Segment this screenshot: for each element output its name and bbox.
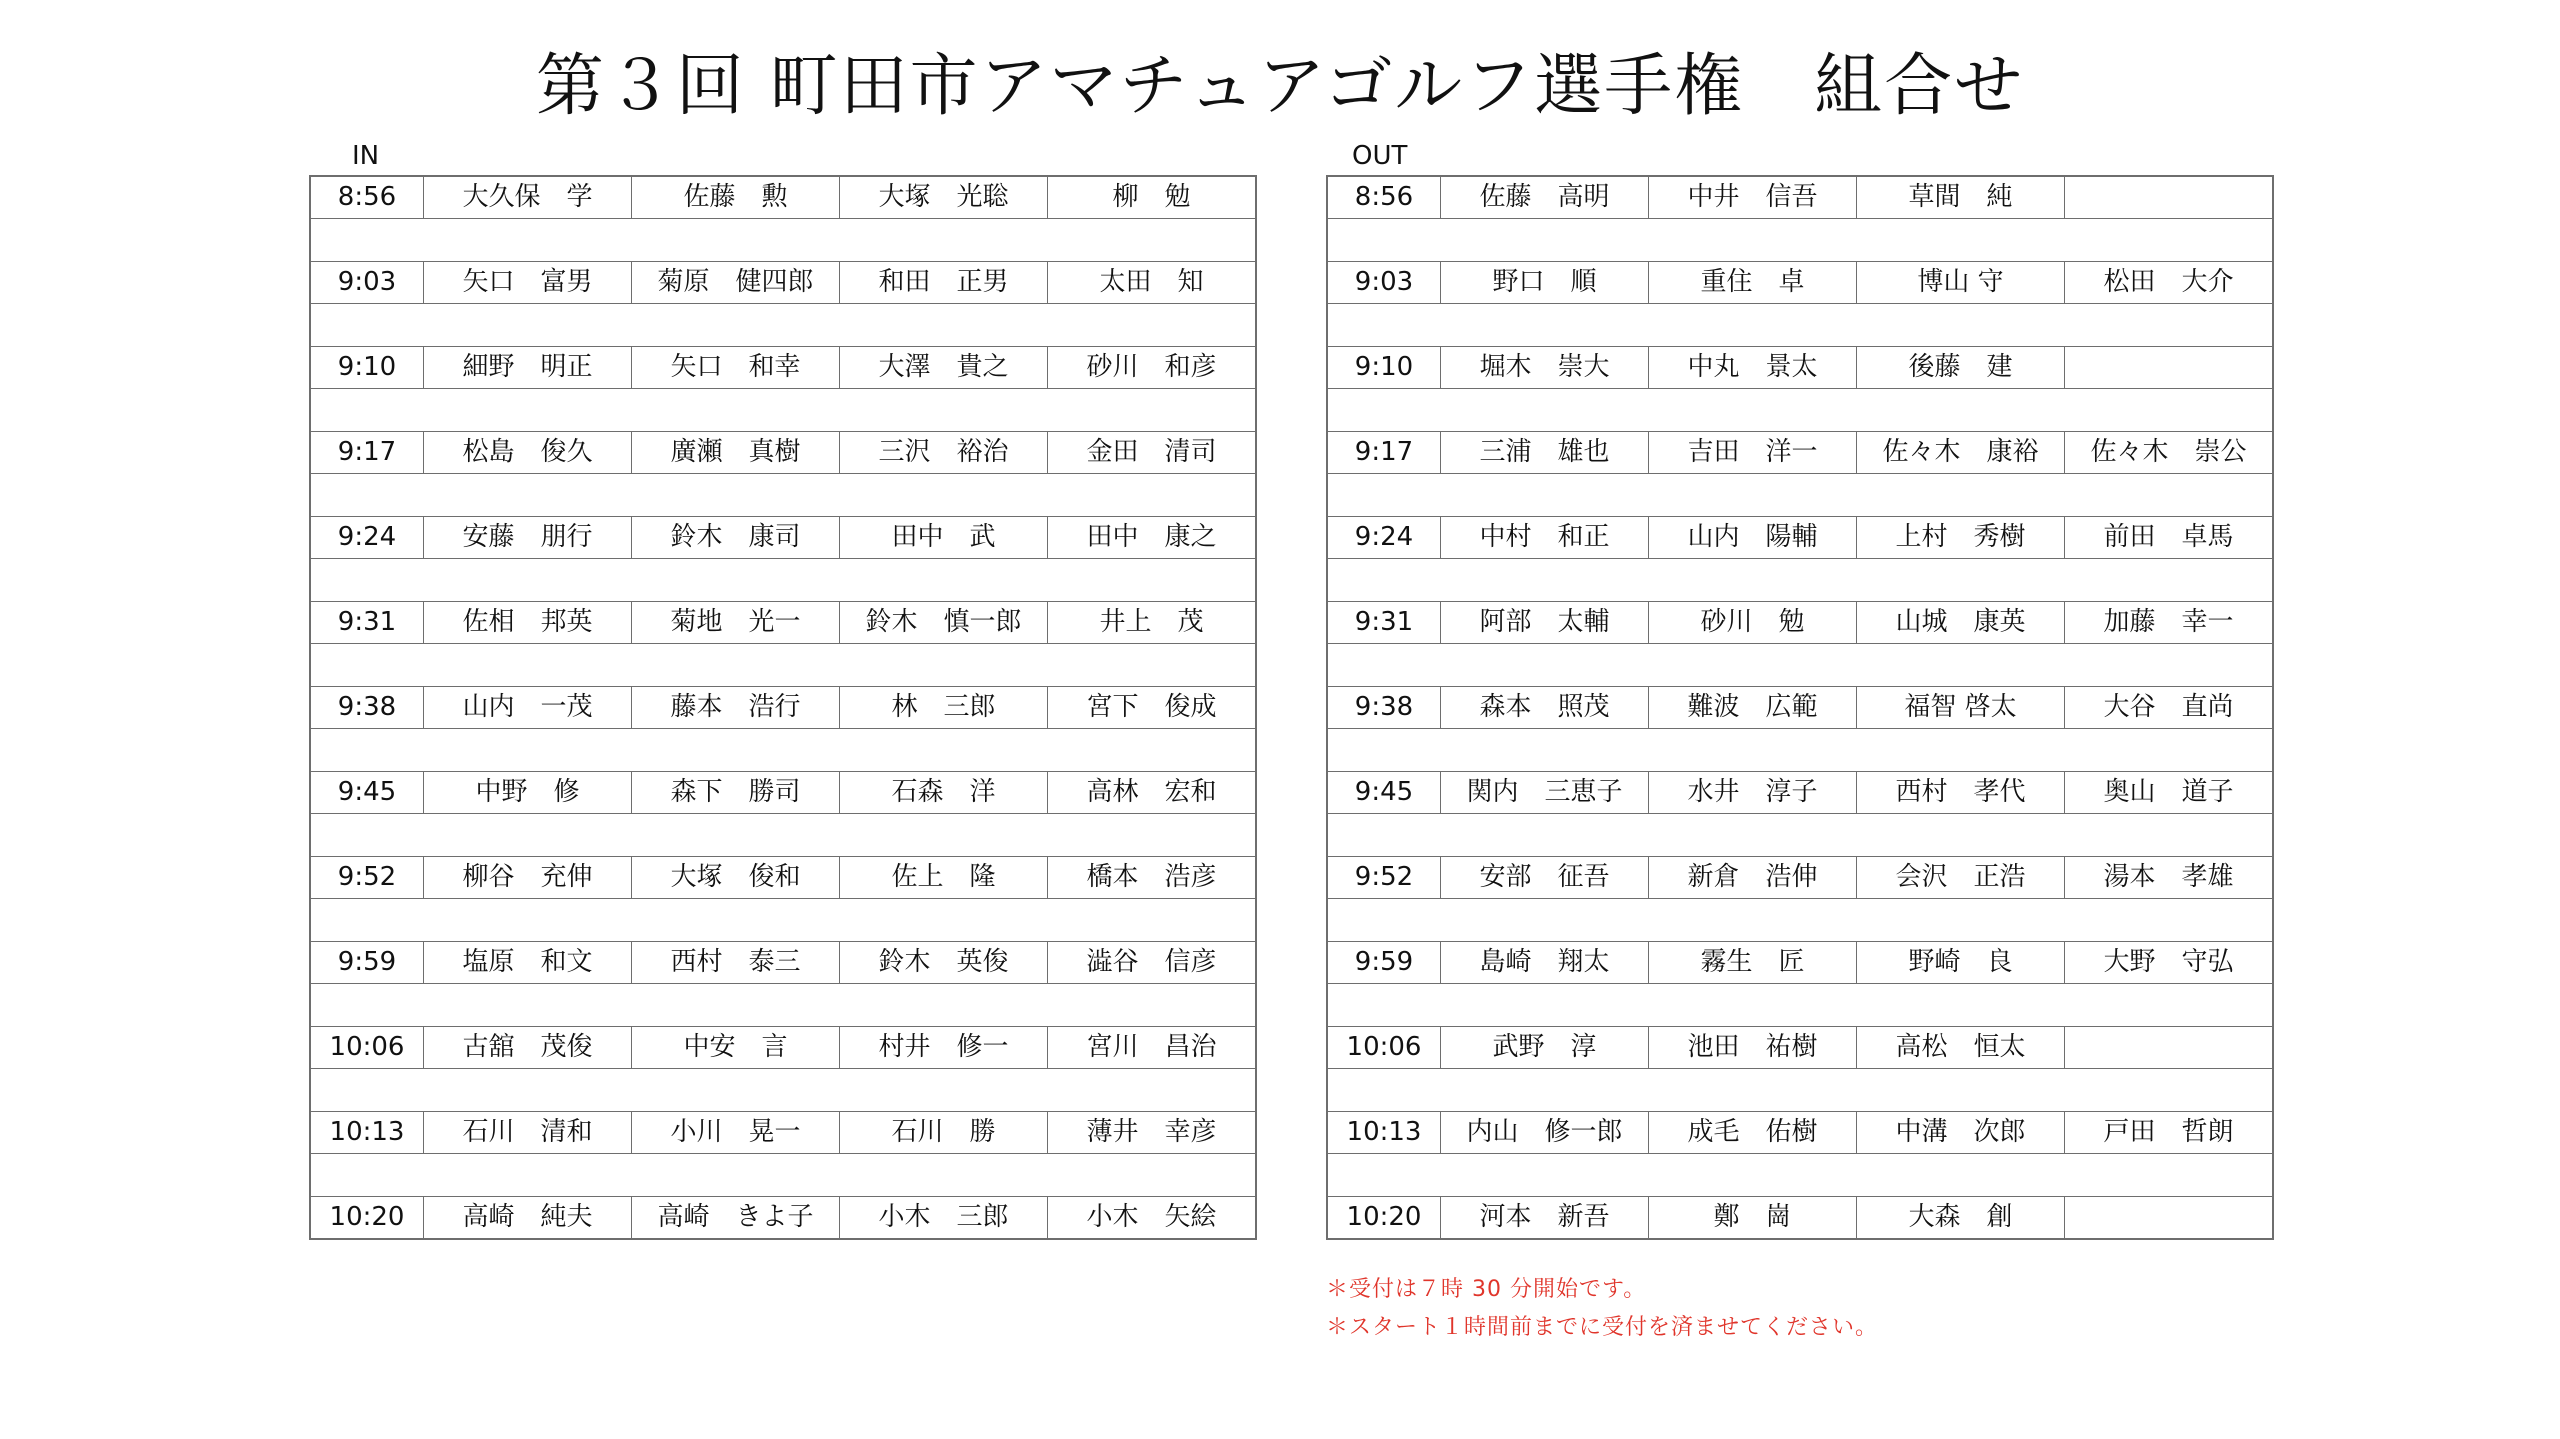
tee-time-cell: 9:31 [1327, 602, 1441, 644]
player-cell: 石川 清和 [424, 1112, 632, 1154]
tee-time-cell: 9:38 [1327, 687, 1441, 729]
spacer-cell [310, 219, 1256, 262]
spacer-cell [310, 304, 1256, 347]
player-cell: 佐藤 高明 [1441, 176, 1649, 219]
player-cell: 村井 修一 [840, 1027, 1048, 1069]
player-cell: 井上 茂 [1048, 602, 1257, 644]
spacer-row [310, 219, 1256, 262]
tee-time-row [310, 857, 1256, 899]
player-cell: 松田 大介 [2065, 262, 2274, 304]
player-cell: 大野 守弘 [2065, 942, 2274, 984]
spacer-cell [310, 814, 1256, 857]
player-cell: 菊原 健四郎 [632, 262, 840, 304]
player-cell [2065, 1027, 2274, 1069]
player-cell: 大塚 光聡 [840, 176, 1048, 219]
tee-time-cell: 10:13 [310, 1112, 424, 1154]
player-cell: 大塚 俊和 [632, 857, 840, 899]
tee-time-row [1327, 262, 2273, 304]
spacer-row [1327, 1154, 2273, 1197]
spacer-cell [310, 984, 1256, 1027]
tee-time-row [1327, 942, 2273, 984]
tee-time-row [1327, 1197, 2273, 1240]
tee-time-cell: 10:06 [1327, 1027, 1441, 1069]
player-cell [2065, 1197, 2274, 1240]
tee-time-cell: 9:45 [1327, 772, 1441, 814]
player-cell: 霧生 匠 [1649, 942, 1857, 984]
player-cell: 田中 武 [840, 517, 1048, 559]
player-cell: 吉田 洋一 [1649, 432, 1857, 474]
tee-time-cell: 8:56 [310, 176, 424, 219]
player-cell: 博山 守 [1857, 262, 2065, 304]
player-cell: 内山 修一郎 [1441, 1112, 1649, 1154]
spacer-cell [1327, 474, 2273, 517]
player-cell: 湯本 孝雄 [2065, 857, 2274, 899]
spacer-row [310, 984, 1256, 1027]
spacer-row [1327, 899, 2273, 942]
tee-time-cell: 9:24 [310, 517, 424, 559]
player-cell: 山城 康英 [1857, 602, 2065, 644]
player-cell: 石森 洋 [840, 772, 1048, 814]
spacer-cell [310, 899, 1256, 942]
player-cell: 難波 広範 [1649, 687, 1857, 729]
tee-time-cell: 9:59 [310, 942, 424, 984]
tee-time-row [310, 432, 1256, 474]
player-cell: 鈴木 康司 [632, 517, 840, 559]
checkin-deadline-note: ＊スタート１時間前までに受付を済ませてください。 [1326, 1315, 1879, 1340]
player-cell: 宮川 昌治 [1048, 1027, 1257, 1069]
player-cell: 安藤 朋行 [424, 517, 632, 559]
player-cell: 西村 泰三 [632, 942, 840, 984]
tee-time-cell: 9:45 [310, 772, 424, 814]
spacer-row [310, 559, 1256, 602]
player-cell: 金田 清司 [1048, 432, 1257, 474]
tee-time-cell: 10:20 [1327, 1197, 1441, 1240]
spacer-cell [310, 474, 1256, 517]
tee-time-cell: 9:03 [310, 262, 424, 304]
player-cell: 新倉 浩伸 [1649, 857, 1857, 899]
player-cell: 中井 信吾 [1649, 176, 1857, 219]
tee-time-cell: 9:17 [1327, 432, 1441, 474]
player-cell: 中丸 景太 [1649, 347, 1857, 389]
player-cell: 柳谷 充伸 [424, 857, 632, 899]
player-cell: 安部 征吾 [1441, 857, 1649, 899]
player-cell: 山内 陽輔 [1649, 517, 1857, 559]
player-cell [2065, 176, 2274, 219]
tee-time-row [310, 1112, 1256, 1154]
page-title: 第３回 町田市アマチュアゴルフ選手権 組合せ [535, 47, 2025, 126]
player-cell: 小川 晃一 [632, 1112, 840, 1154]
spacer-row [310, 814, 1256, 857]
spacer-cell [310, 1154, 1256, 1197]
player-cell: 橋本 浩彦 [1048, 857, 1257, 899]
player-cell: 大森 創 [1857, 1197, 2065, 1240]
player-cell: 大谷 直尚 [2065, 687, 2274, 729]
tee-time-row [310, 1197, 1256, 1240]
player-cell: 野崎 良 [1857, 942, 2065, 984]
tee-time-row [310, 347, 1256, 389]
spacer-row [1327, 644, 2273, 687]
player-cell: 砂川 勉 [1649, 602, 1857, 644]
spacer-cell [310, 559, 1256, 602]
spacer-cell [1327, 984, 2273, 1027]
tee-time-cell: 9:38 [310, 687, 424, 729]
player-cell: 矢口 和幸 [632, 347, 840, 389]
player-cell: 佐々木 康裕 [1857, 432, 2065, 474]
tee-time-cell: 9:59 [1327, 942, 1441, 984]
spacer-cell [310, 389, 1256, 432]
spacer-cell [1327, 219, 2273, 262]
spacer-cell [310, 644, 1256, 687]
spacer-row [310, 1069, 1256, 1112]
player-cell: 森本 照茂 [1441, 687, 1649, 729]
spacer-row [1327, 559, 2273, 602]
tee-time-row [1327, 347, 2273, 389]
player-cell: 高林 宏和 [1048, 772, 1257, 814]
tee-time-row [310, 602, 1256, 644]
tee-time-row [1327, 176, 2273, 219]
player-cell [2065, 347, 2274, 389]
spacer-row [1327, 219, 2273, 262]
player-cell: 高松 恒太 [1857, 1027, 2065, 1069]
player-cell: 高崎 きよ子 [632, 1197, 840, 1240]
player-cell: 太田 知 [1048, 262, 1257, 304]
player-cell: 野口 順 [1441, 262, 1649, 304]
tee-time-row [310, 942, 1256, 984]
player-cell: 佐々木 崇公 [2065, 432, 2274, 474]
player-cell: 後藤 建 [1857, 347, 2065, 389]
player-cell: 中野 修 [424, 772, 632, 814]
tee-time-row [1327, 517, 2273, 559]
tee-time-cell: 9:52 [310, 857, 424, 899]
spacer-row [1327, 389, 2273, 432]
player-cell: 戸田 哲朗 [2065, 1112, 2274, 1154]
out-course-label: OUT [1352, 141, 1408, 171]
spacer-row [1327, 1069, 2273, 1112]
spacer-row [1327, 474, 2273, 517]
player-cell: 細野 明正 [424, 347, 632, 389]
player-cell: 田中 康之 [1048, 517, 1257, 559]
player-cell: 柳 勉 [1048, 176, 1257, 219]
player-cell: 中村 和正 [1441, 517, 1649, 559]
spacer-row [310, 899, 1256, 942]
player-cell: 鄭 崗 [1649, 1197, 1857, 1240]
player-cell: 三沢 裕治 [840, 432, 1048, 474]
tee-time-cell: 10:06 [310, 1027, 424, 1069]
tee-time-cell: 9:10 [310, 347, 424, 389]
spacer-cell [1327, 729, 2273, 772]
player-cell: 島崎 翔太 [1441, 942, 1649, 984]
spacer-cell [1327, 1154, 2273, 1197]
tee-time-cell: 10:20 [310, 1197, 424, 1240]
player-cell: 古舘 茂俊 [424, 1027, 632, 1069]
player-cell: 中溝 次郎 [1857, 1112, 2065, 1154]
out-pairings-table [1326, 175, 2274, 1240]
player-cell: 池田 祐樹 [1649, 1027, 1857, 1069]
tee-time-row [310, 1027, 1256, 1069]
player-cell: 水井 淳子 [1649, 772, 1857, 814]
tee-time-cell: 9:24 [1327, 517, 1441, 559]
player-cell: 森下 勝司 [632, 772, 840, 814]
player-cell: 菊地 光一 [632, 602, 840, 644]
player-cell: 重住 卓 [1649, 262, 1857, 304]
tee-time-row [1327, 602, 2273, 644]
spacer-cell [310, 1069, 1256, 1112]
spacer-row [1327, 984, 2273, 1027]
player-cell: 中安 言 [632, 1027, 840, 1069]
tee-time-cell: 9:31 [310, 602, 424, 644]
player-cell: 高崎 純夫 [424, 1197, 632, 1240]
player-cell: 三浦 雄也 [1441, 432, 1649, 474]
player-cell: 松島 俊久 [424, 432, 632, 474]
player-cell: 澁谷 信彦 [1048, 942, 1257, 984]
player-cell: 武野 淳 [1441, 1027, 1649, 1069]
tee-time-cell: 9:17 [310, 432, 424, 474]
player-cell: 佐藤 勲 [632, 176, 840, 219]
player-cell: 大澤 貴之 [840, 347, 1048, 389]
tee-time-row [310, 262, 1256, 304]
tee-time-cell: 9:03 [1327, 262, 1441, 304]
player-cell: 廣瀬 真樹 [632, 432, 840, 474]
spacer-cell [1327, 899, 2273, 942]
player-cell: 福智 啓太 [1857, 687, 2065, 729]
spacer-cell [1327, 644, 2273, 687]
tee-time-cell: 9:52 [1327, 857, 1441, 899]
player-cell: 西村 孝代 [1857, 772, 2065, 814]
spacer-cell [1327, 389, 2273, 432]
spacer-row [310, 474, 1256, 517]
player-cell: 河本 新吾 [1441, 1197, 1649, 1240]
spacer-row [1327, 814, 2273, 857]
tee-time-row [310, 176, 1256, 219]
spacer-row [310, 1154, 1256, 1197]
tee-time-cell: 8:56 [1327, 176, 1441, 219]
spacer-row [310, 304, 1256, 347]
tee-time-row [310, 772, 1256, 814]
player-cell: 和田 正男 [840, 262, 1048, 304]
player-cell: 砂川 和彦 [1048, 347, 1257, 389]
player-cell: 佐上 隆 [840, 857, 1048, 899]
player-cell: 鈴木 英俊 [840, 942, 1048, 984]
spacer-cell [1327, 304, 2273, 347]
player-cell: 関内 三恵子 [1441, 772, 1649, 814]
player-cell: 小木 三郎 [840, 1197, 1048, 1240]
tee-time-row [1327, 1112, 2273, 1154]
tee-time-cell: 9:10 [1327, 347, 1441, 389]
tee-time-row [310, 517, 1256, 559]
player-cell: 堀木 崇大 [1441, 347, 1649, 389]
spacer-cell [1327, 559, 2273, 602]
spacer-row [310, 644, 1256, 687]
player-cell: 上村 秀樹 [1857, 517, 2065, 559]
spacer-cell [1327, 814, 2273, 857]
player-cell: 大久保 学 [424, 176, 632, 219]
in-pairings-table [309, 175, 1257, 1240]
spacer-row [310, 729, 1256, 772]
player-cell: 佐相 邦英 [424, 602, 632, 644]
spacer-cell [1327, 1069, 2273, 1112]
player-cell: 矢口 富男 [424, 262, 632, 304]
player-cell: 草間 純 [1857, 176, 2065, 219]
tee-time-row [310, 687, 1256, 729]
spacer-row [310, 389, 1256, 432]
player-cell: 藤本 浩行 [632, 687, 840, 729]
player-cell: 山内 一茂 [424, 687, 632, 729]
tee-time-row [1327, 1027, 2273, 1069]
player-cell: 林 三郎 [840, 687, 1048, 729]
tee-time-row [1327, 432, 2273, 474]
player-cell: 鈴木 慎一郎 [840, 602, 1048, 644]
player-cell: 成毛 佑樹 [1649, 1112, 1857, 1154]
tee-time-row [1327, 772, 2273, 814]
player-cell: 薄井 幸彦 [1048, 1112, 1257, 1154]
spacer-cell [310, 729, 1256, 772]
tee-time-row [1327, 687, 2273, 729]
reception-note: ＊受付は７時 30 分開始です。 [1326, 1277, 1647, 1302]
spacer-row [1327, 729, 2273, 772]
player-cell: 宮下 俊成 [1048, 687, 1257, 729]
player-cell: 加藤 幸一 [2065, 602, 2274, 644]
tee-time-row [1327, 857, 2273, 899]
player-cell: 会沢 正浩 [1857, 857, 2065, 899]
player-cell: 塩原 和文 [424, 942, 632, 984]
in-course-label: IN [352, 141, 380, 171]
player-cell: 前田 卓馬 [2065, 517, 2274, 559]
player-cell: 奥山 道子 [2065, 772, 2274, 814]
spacer-row [1327, 304, 2273, 347]
player-cell: 小木 矢絵 [1048, 1197, 1257, 1240]
tee-time-cell: 10:13 [1327, 1112, 1441, 1154]
player-cell: 石川 勝 [840, 1112, 1048, 1154]
player-cell: 阿部 太輔 [1441, 602, 1649, 644]
